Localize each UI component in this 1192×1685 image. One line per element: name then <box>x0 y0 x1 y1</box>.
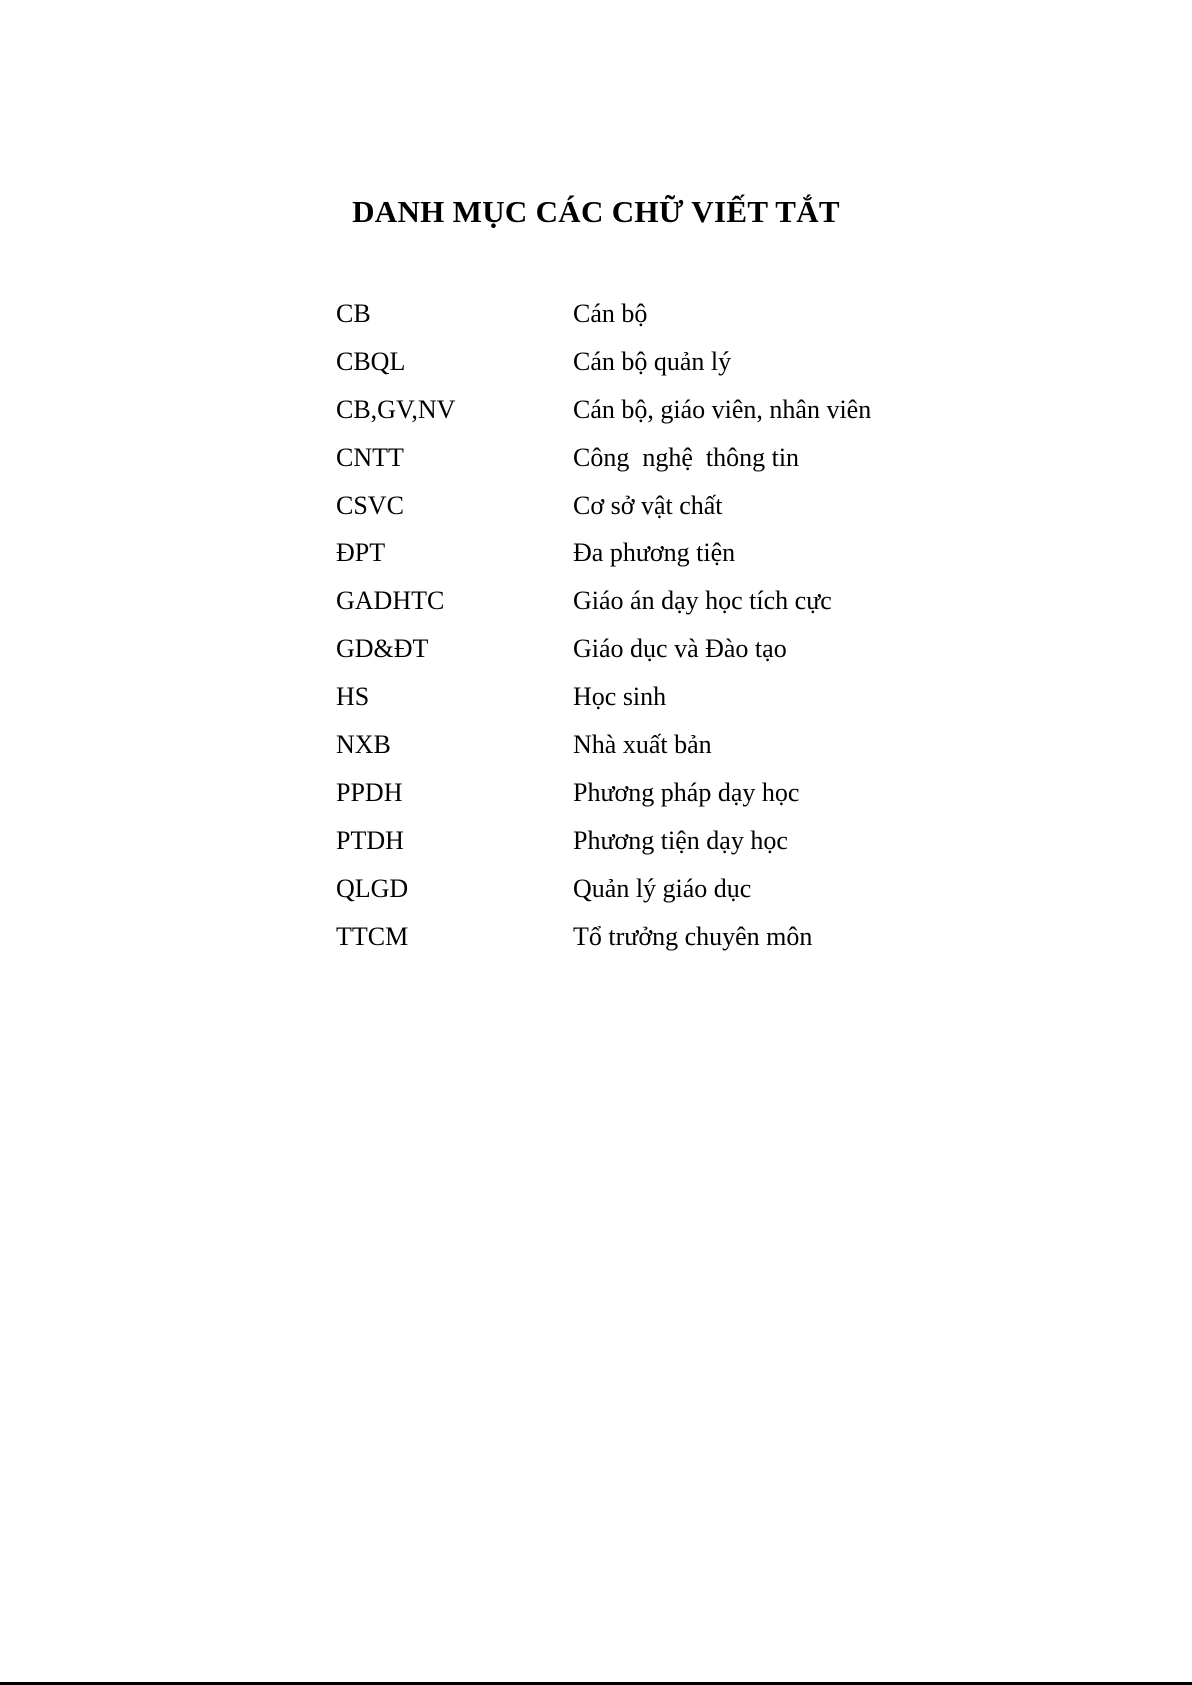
abbreviation-row <box>336 434 936 482</box>
abbreviation-row <box>336 721 936 769</box>
abbreviation-row <box>336 817 936 865</box>
abbreviation-term: QLGD <box>336 873 409 903</box>
abbreviation-definition: Phương pháp dạy học <box>573 777 800 807</box>
abbreviation-row <box>336 338 936 386</box>
abbreviation-list <box>336 290 936 960</box>
abbreviation-term: CSVC <box>336 490 404 520</box>
abbreviation-row <box>336 290 936 338</box>
abbreviation-row <box>336 386 936 434</box>
abbreviation-definition: Quản lý giáo dục <box>573 873 752 903</box>
abbreviation-definition: Công nghệ thông tin <box>573 442 800 472</box>
page-title: DANH MỤC CÁC CHỮ VIẾT TẮT <box>352 194 840 229</box>
abbreviation-definition: Cơ sở vật chất <box>573 490 723 520</box>
abbreviation-definition: Phương tiện dạy học <box>573 825 788 855</box>
abbreviation-term: PTDH <box>336 825 404 855</box>
abbreviation-row <box>336 913 936 961</box>
abbreviation-term: GADHTC <box>336 586 445 616</box>
abbreviation-definition: Nhà xuất bản <box>573 730 712 760</box>
abbreviation-row <box>336 577 936 625</box>
abbreviation-term: ĐPT <box>336 538 386 568</box>
abbreviation-term: CBQL <box>336 346 406 376</box>
abbreviation-row <box>336 865 936 913</box>
abbreviation-term: TTCM <box>336 921 409 951</box>
abbreviation-row <box>336 529 936 577</box>
abbreviation-definition: Cán bộ <box>573 299 648 328</box>
abbreviation-definition: Học sinh <box>573 682 667 712</box>
abbreviation-definition: Giáo dục và Đào tạo <box>573 634 787 664</box>
abbreviation-row <box>336 673 936 721</box>
abbreviation-row <box>336 625 936 673</box>
abbreviation-term: CB,GV,NV <box>336 394 456 424</box>
abbreviation-term: NXB <box>336 730 391 760</box>
abbreviation-term: CNTT <box>336 442 404 472</box>
abbreviation-term: PPDH <box>336 777 403 807</box>
abbreviation-definition: Cán bộ, giáo viên, nhân viên <box>573 394 872 424</box>
abbreviation-term: CB <box>336 299 371 328</box>
abbreviation-term: GD&ĐT <box>336 634 429 664</box>
abbreviation-definition: Cán bộ quản lý <box>573 346 732 376</box>
abbreviation-row <box>336 482 936 530</box>
abbreviation-definition: Tổ trưởng chuyên môn <box>573 921 813 951</box>
abbreviation-definition: Đa phương tiện <box>573 538 736 568</box>
abbreviation-row <box>336 769 936 817</box>
abbreviation-definition: Giáo án dạy học tích cực <box>573 586 832 616</box>
abbreviation-term: HS <box>336 682 370 712</box>
